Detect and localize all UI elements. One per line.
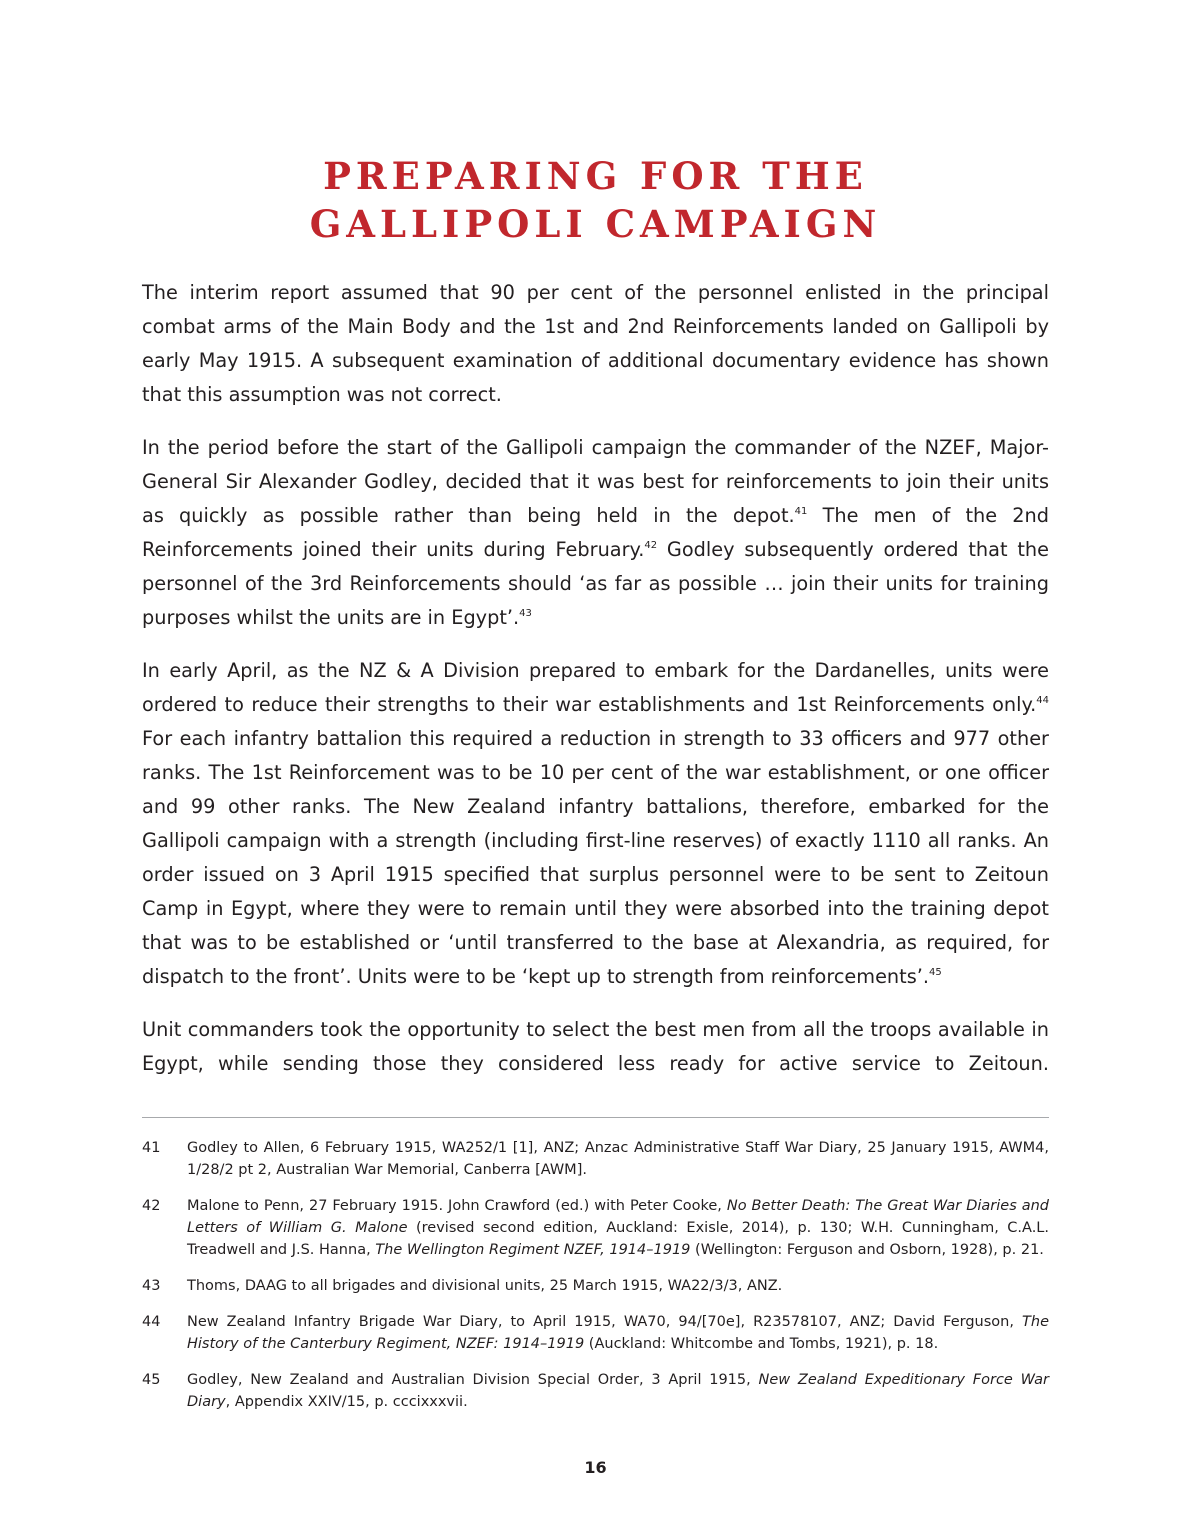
footnote-text: Thoms, DAAG to all brigades and divisional units, 25 March 1915, WA22/3/3, ANZ. xyxy=(187,1278,783,1294)
footnote-ref-42[interactable]: 42 xyxy=(644,539,658,551)
footnote-41 xyxy=(142,1137,1049,1181)
footnote-43 xyxy=(142,1275,1049,1297)
footnote-42 xyxy=(142,1195,1049,1261)
footnote-number: 43 xyxy=(142,1278,161,1294)
footnote-book-title: The History of the Canterbury Regiment, NZEF: 1914–1919 xyxy=(187,1314,1049,1352)
footnote-text-part: Malone to Penn, 27 February 1915. John Crawford (ed.) with Peter Cooke, xyxy=(187,1198,727,1214)
footnote-divider xyxy=(142,1117,1049,1118)
paragraph-2-part-b: The men of the 2nd Reinforcements joined their units during February. xyxy=(142,504,1050,561)
footnote-ref-45[interactable]: 45 xyxy=(929,966,942,978)
title-line-2: GALLIPOLI CAMPAIGN xyxy=(309,202,882,246)
paragraph-1: The interim report assumed that 90 per cent of the personnel enlisted in the principal combat arms of the Main Body and the 1st and 2nd Reinforcements landed on Gallipoli by early May 1915. A subsequent examination of additional documentary evidence has shown that this assumption was not correct. xyxy=(142,281,1049,406)
footnote-text-part: (revised second edition, Auckland: Exisle, 2014), p. 130; W.H. Cunningham, C.A.L. Treadwell and J.S. Hanna, xyxy=(187,1220,1049,1258)
footnote-text xyxy=(187,1311,1049,1355)
body-text xyxy=(142,276,1049,1081)
footnote-ref-43[interactable]: 43 xyxy=(519,607,532,619)
footnote-book-title: The Wellington Regiment NZEF, 1914–1919 xyxy=(375,1242,691,1258)
footnote-text xyxy=(187,1195,1049,1261)
paragraph-2 xyxy=(142,431,1049,635)
page-number: 16 xyxy=(584,1458,607,1477)
footnote-text-part: (Auckland: Whitcombe and Tombs, 1921), p. 18. xyxy=(584,1336,939,1352)
paragraph-3 xyxy=(142,654,1049,994)
footnote-44 xyxy=(142,1311,1049,1355)
footnote-number: 44 xyxy=(142,1314,161,1330)
footnote-text-part: , Appendix XXIV/15, p. cccixxxvii. xyxy=(225,1394,468,1410)
footnote-text-part: Godley, New Zealand and Australian Division Special Order, 3 April 1915, xyxy=(187,1372,759,1388)
paragraph-4: Unit commanders took the opportunity to select the best men from all the troops available in Egypt, while sending those they considered less ready for active service to Zeitoun. xyxy=(142,1018,1049,1075)
footnote-number: 45 xyxy=(142,1372,161,1388)
footnote-number: 41 xyxy=(142,1140,161,1156)
paragraph-3-part-a: In early April, as the NZ & A Division prepared to embark for the Dardanelles, units were ordered to reduce their strengths to their war establishments and 1st Reinforcements only. xyxy=(142,659,1049,716)
page-title xyxy=(0,152,1191,248)
footnote-ref-41[interactable]: 41 xyxy=(794,505,808,517)
footnote-number: 42 xyxy=(142,1198,161,1214)
footnote-book-title: New Zealand Expeditionary Force War Diary xyxy=(187,1372,1049,1410)
paragraph-2-part-c: Godley subsequently ordered that the personnel of the 3rd Reinforcements should ‘as far as possible … join their units for training purposes whilst the units are in Egypt’. xyxy=(142,538,1049,629)
footnote-text-part: New Zealand Infantry Brigade War Diary, to April 1915, WA70, 94/[70e], R23578107, ANZ; David Ferguson, xyxy=(187,1314,1023,1330)
footnotes-section xyxy=(142,1137,1049,1427)
footnote-text xyxy=(187,1369,1049,1413)
footnote-text-part: (Wellington: Ferguson and Osborn, 1928), p. 21. xyxy=(690,1242,1044,1258)
footnote-text: Godley to Allen, 6 February 1915, WA252/1 [1], ANZ; Anzac Administrative Staff War Diary, 25 January 1915, AWM4, 1/28/2 pt 2, Australian War Memorial, Canberra [AWM]. xyxy=(187,1140,1049,1178)
footnote-book-title: No Better Death: The Great War Diaries and Letters of William G. Malone xyxy=(187,1198,1050,1236)
footnote-ref-44[interactable]: 44 xyxy=(1036,694,1049,706)
paragraph-3-part-b: For each infantry battalion this required a reduction in strength to 33 officers and 977 other ranks. The 1st Reinforcement was to be 10 per cent of the war establishment, or one officer and 99 other ranks. The New Zealand infantry battalions, therefore, embarked for the Gallipoli campaign with a strength (including first-line reserves) of exactly 1110 all ranks. An order issued on 3 April 1915 specified that surplus personnel were to be sent to Zeitoun Camp in Egypt, where they were to remain until they were absorbed into the training depot that was to be established or ‘until transferred to the base at Alexandria, as required, for dispatch to the front’. Units were to be ‘kept up to strength from reinforcements’. xyxy=(142,727,1049,988)
title-line-1: PREPARING FOR THE xyxy=(323,154,868,198)
footnote-45 xyxy=(142,1369,1049,1413)
paragraph-2-part-a: In the period before the start of the Gallipoli campaign the commander of the NZEF, Major-General Sir Alexander Godley, decided that it was best for reinforcements to join their units as quickly as possible rather than being held in the depot. xyxy=(142,436,1049,527)
